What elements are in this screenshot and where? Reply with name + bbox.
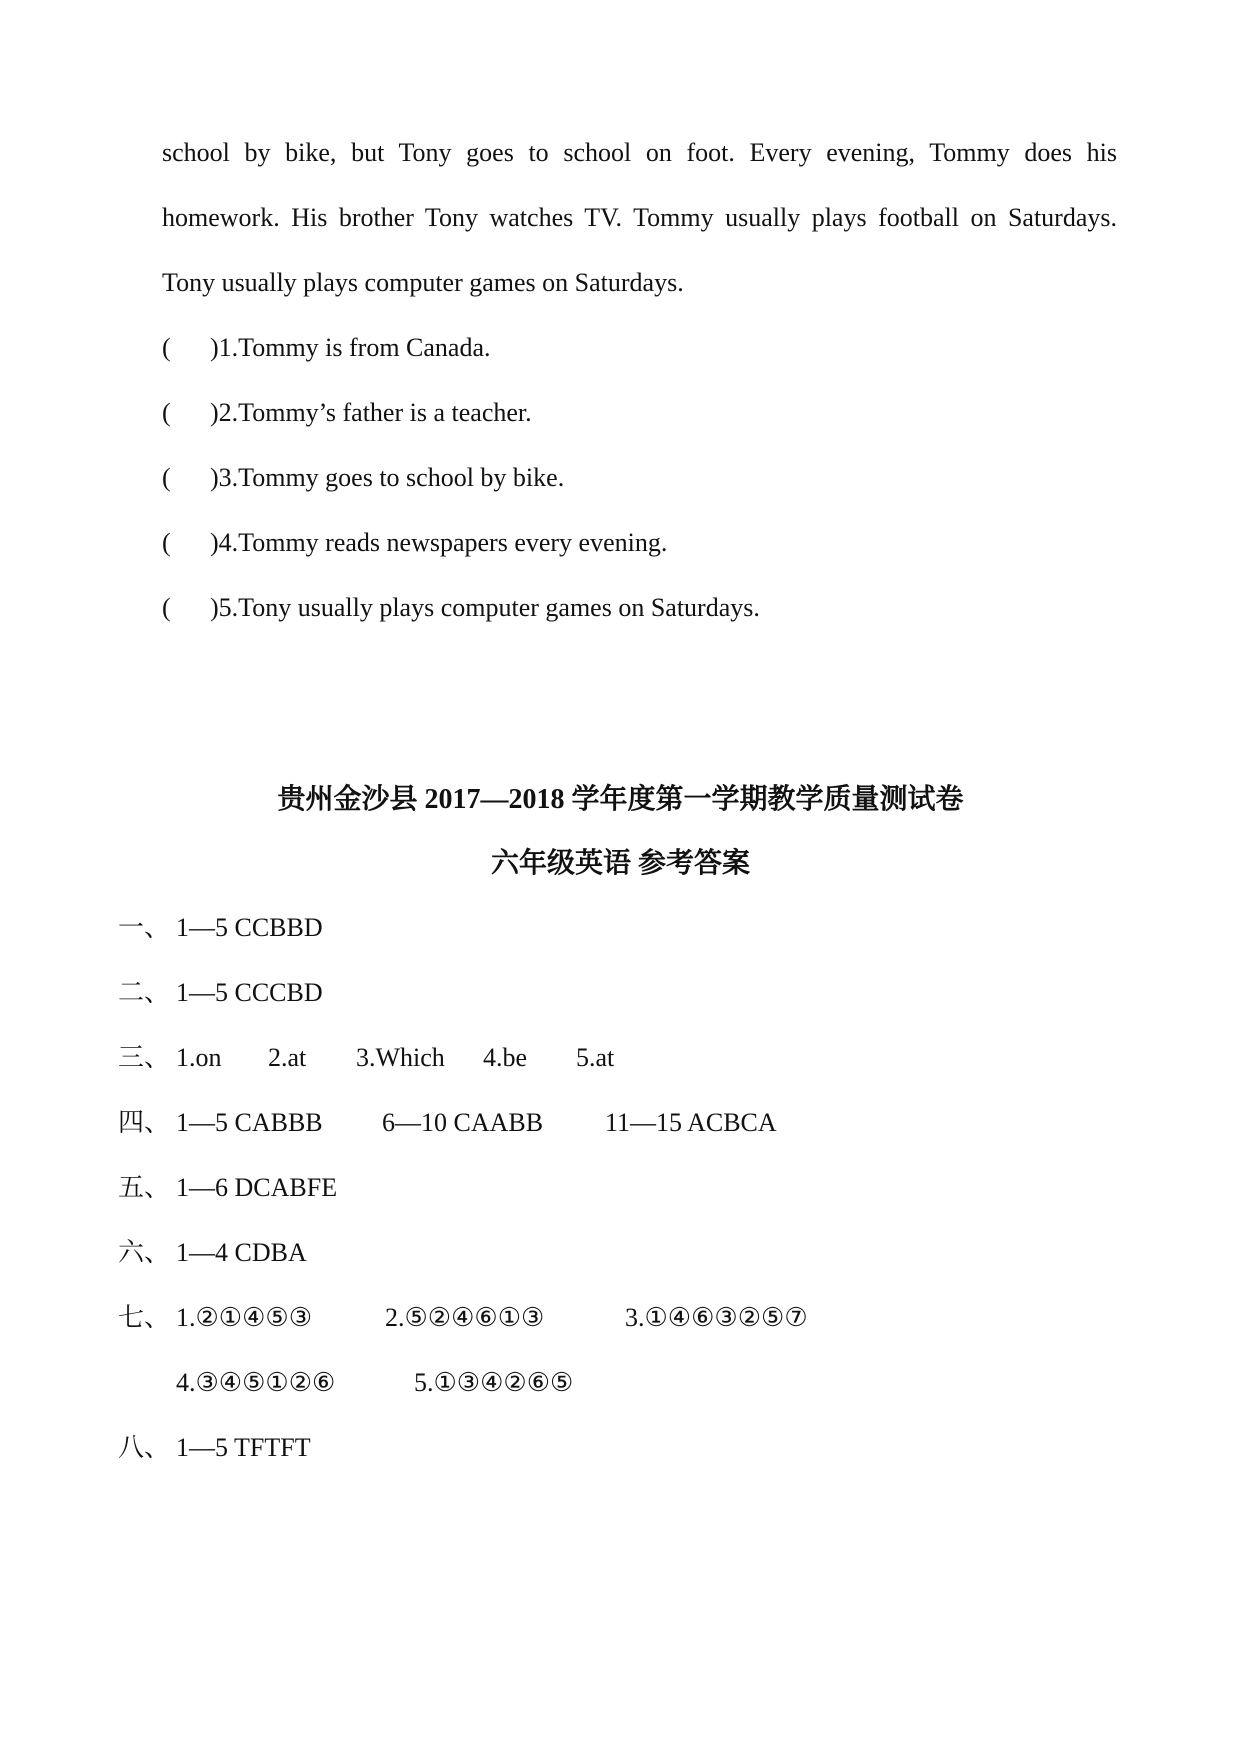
section-number: 四、	[118, 1108, 171, 1137]
question-text: )4.Tommy reads newspapers every evening.	[210, 528, 668, 557]
answer-item: 1—5 CCCBD	[176, 978, 323, 1007]
answer-item: 3.Which	[356, 1043, 445, 1072]
question-text: )3.Tommy goes to school by bike.	[210, 463, 565, 492]
section-number: 二、	[118, 978, 171, 1007]
answer-item: 4.be	[483, 1043, 528, 1072]
answer-paren: (	[162, 463, 171, 492]
question-text: )5.Tony usually plays computer games on Saturdays.	[210, 593, 760, 622]
passage-line-2: homework. His brother Tony watches TV. Tommy usually plays football on Saturdays.	[162, 203, 1117, 232]
answer-item: 5.①③④②⑥⑤	[414, 1368, 574, 1397]
answer-item: 1.②①④⑤③	[176, 1303, 313, 1332]
answer-item: 1—5 CABBB	[176, 1108, 323, 1137]
answer-item: 4.③④⑤①②⑥	[176, 1368, 336, 1397]
section-number: 八、	[118, 1433, 171, 1462]
answer-item: 1—5 TFTFT	[176, 1433, 311, 1462]
answer-paren: (	[162, 398, 171, 427]
answer-key-subtitle: 六年级英语 参考答案	[490, 848, 750, 879]
question-text: )1.Tommy is from Canada.	[210, 333, 491, 362]
passage-line-1: school by bike, but Tony goes to school on foot. Every evening, Tommy does his	[162, 138, 1117, 167]
section-number: 五、	[118, 1173, 171, 1202]
answer-item: 5.at	[576, 1043, 615, 1072]
answer-paren: (	[162, 333, 171, 362]
section-number: 七、	[118, 1303, 171, 1332]
answer-item: 6—10 CAABB	[382, 1108, 544, 1137]
answer-item: 3.①④⑥③②⑤⑦	[625, 1303, 808, 1332]
answer-item: 11—15 ACBCA	[605, 1108, 777, 1137]
answer-key-title: 贵州金沙县 2017—2018 学年度第一学期教学质量测试卷	[277, 784, 964, 815]
answer-item: 1—5 CCBBD	[176, 913, 323, 942]
answer-item: 2.at	[268, 1043, 307, 1072]
answer-paren: (	[162, 593, 171, 622]
answer-item: 1—6 DCABFE	[176, 1173, 338, 1202]
answer-item: 2.⑤②④⑥①③	[385, 1303, 545, 1332]
answer-item: 1.on	[176, 1043, 222, 1072]
section-number: 一、	[118, 913, 171, 942]
section-number: 三、	[118, 1043, 171, 1072]
section-number: 六、	[118, 1238, 171, 1267]
passage-line-3: Tony usually plays computer games on Saturdays.	[162, 268, 684, 297]
question-text: )2.Tommy’s father is a teacher.	[210, 398, 532, 427]
answer-paren: (	[162, 528, 171, 557]
answer-item: 1—4 CDBA	[176, 1238, 307, 1267]
